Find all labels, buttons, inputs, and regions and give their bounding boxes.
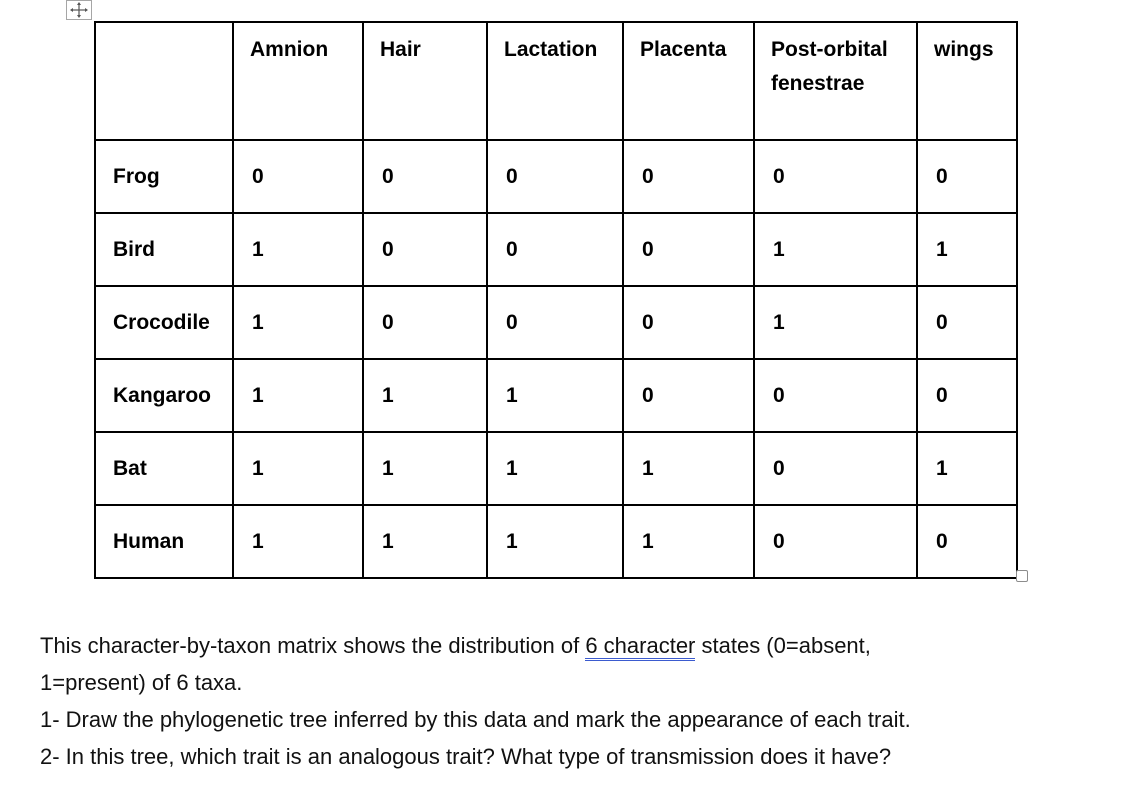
character-state-cell: 1 bbox=[487, 432, 623, 505]
character-state-cell: 0 bbox=[754, 140, 917, 213]
description-line1 bbox=[40, 627, 1120, 664]
character-state-cell: 0 bbox=[754, 432, 917, 505]
question-1: 1- Draw the phylogenetic tree inferred by this data and mark the appearance of each trait. bbox=[40, 707, 911, 732]
taxon-cell: Crocodile bbox=[95, 286, 233, 359]
header-post-orbital-line2: fenestrae bbox=[771, 72, 865, 95]
character-state-cell: 0 bbox=[363, 213, 487, 286]
character-state-cell: 0 bbox=[754, 505, 917, 578]
character-state-cell: 1 bbox=[233, 286, 363, 359]
taxon-cell: Kangaroo bbox=[95, 359, 233, 432]
table-header-row bbox=[95, 22, 1017, 140]
taxon-cell: Bat bbox=[95, 432, 233, 505]
character-matrix-table bbox=[94, 21, 1018, 579]
table-move-handle[interactable] bbox=[66, 0, 92, 20]
character-state-cell: 1 bbox=[487, 505, 623, 578]
character-state-cell: 1 bbox=[233, 213, 363, 286]
character-state-cell: 0 bbox=[917, 286, 1017, 359]
header-post-orbital-line1: Post-orbital bbox=[771, 38, 888, 61]
character-state-cell: 0 bbox=[754, 359, 917, 432]
character-state-cell: 1 bbox=[363, 505, 487, 578]
table-row bbox=[95, 213, 1017, 286]
character-state-cell: 0 bbox=[917, 140, 1017, 213]
header-hair: Hair bbox=[363, 22, 487, 140]
character-state-cell: 1 bbox=[754, 213, 917, 286]
header-placenta: Placenta bbox=[623, 22, 754, 140]
move-arrows-icon bbox=[67, 1, 91, 19]
character-state-cell: 1 bbox=[363, 359, 487, 432]
character-state-cell: 1 bbox=[623, 505, 754, 578]
taxon-cell: Human bbox=[95, 505, 233, 578]
header-lactation: Lactation bbox=[487, 22, 623, 140]
character-state-cell: 0 bbox=[917, 359, 1017, 432]
spelling-squiggle-phrase[interactable]: 6 character bbox=[585, 633, 695, 661]
header-corner-cell bbox=[95, 22, 233, 140]
description-line1-end: states (0=absent, bbox=[695, 633, 871, 658]
table-row bbox=[95, 359, 1017, 432]
description-line1-start: This character-by-taxon matrix shows the distribution of bbox=[40, 633, 586, 658]
question-2: 2- In this tree, which trait is an analogous trait? What type of transmission does it have? bbox=[40, 744, 892, 769]
character-state-cell: 0 bbox=[363, 140, 487, 213]
character-state-cell: 0 bbox=[623, 359, 754, 432]
taxon-cell: Bird bbox=[95, 213, 233, 286]
character-state-cell: 0 bbox=[623, 140, 754, 213]
table-row bbox=[95, 286, 1017, 359]
header-amnion: Amnion bbox=[233, 22, 363, 140]
character-state-cell: 0 bbox=[233, 140, 363, 213]
character-state-cell: 0 bbox=[917, 505, 1017, 578]
resize-handle-icon[interactable] bbox=[1016, 570, 1028, 582]
taxon-cell: Frog bbox=[95, 140, 233, 213]
character-state-cell: 0 bbox=[623, 213, 754, 286]
character-state-cell: 1 bbox=[363, 432, 487, 505]
character-state-cell: 1 bbox=[233, 432, 363, 505]
character-state-cell: 1 bbox=[754, 286, 917, 359]
description-line2: 1=present) of 6 taxa. bbox=[40, 670, 243, 695]
character-state-cell: 1 bbox=[623, 432, 754, 505]
character-state-cell: 0 bbox=[487, 213, 623, 286]
character-state-cell: 0 bbox=[623, 286, 754, 359]
character-state-cell: 0 bbox=[487, 286, 623, 359]
header-wings: wings bbox=[917, 22, 1017, 140]
character-state-cell: 1 bbox=[233, 505, 363, 578]
character-state-cell: 0 bbox=[363, 286, 487, 359]
table-row bbox=[95, 140, 1017, 213]
header-post-orbital-fenestrae bbox=[754, 22, 917, 140]
character-state-cell: 1 bbox=[233, 359, 363, 432]
table-row bbox=[95, 505, 1017, 578]
character-state-cell: 0 bbox=[487, 140, 623, 213]
question-text bbox=[40, 627, 1120, 775]
character-state-cell: 1 bbox=[917, 213, 1017, 286]
table-row bbox=[95, 432, 1017, 505]
character-state-cell: 1 bbox=[917, 432, 1017, 505]
character-state-cell: 1 bbox=[487, 359, 623, 432]
